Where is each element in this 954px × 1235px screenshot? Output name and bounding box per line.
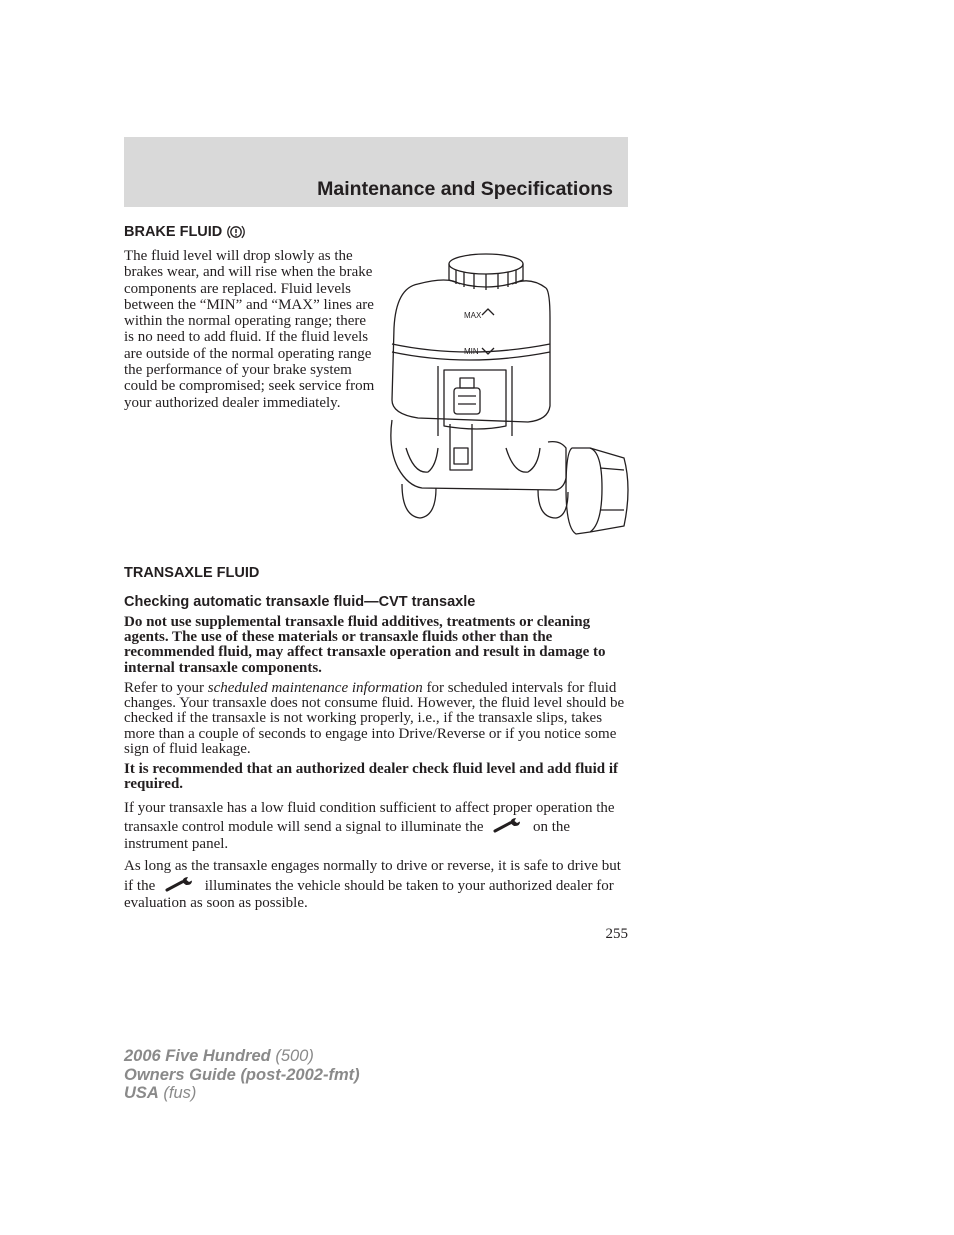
section-header-band xyxy=(124,137,628,207)
transaxle-fluid-heading: TRANSAXLE FLUID xyxy=(124,565,260,581)
safe-driving-paragraph xyxy=(124,858,630,913)
brake-fluid-heading xyxy=(124,222,246,242)
brake-warning-icon xyxy=(226,222,246,242)
low-fluid-paragraph xyxy=(124,800,630,852)
brake-fluid-heading-text: BRAKE FLUID xyxy=(124,224,223,240)
para3-post-text: illuminates the vehicle should be taken to your authorized dealer for evaluation as soon as possible. xyxy=(124,877,614,911)
footer-line-guide: Owners Guide (post-2002-fmt) xyxy=(124,1065,360,1084)
footer-line-region: USA (fus) xyxy=(124,1084,197,1102)
transaxle-warning-additives: Do not use supplemental transaxle fluid additives, treatments or cleaning agents. The use of these materials or transaxle fluids other than the recommended fluid, may affect transaxle operation and result in damage to internal transaxle components. xyxy=(124,614,606,676)
para3-pre-text: As long as the transaxle engages normally to drive or reverse, it is safe to drive but if the xyxy=(124,858,621,894)
section-title: Maintenance and Specifications xyxy=(317,178,613,200)
brake-master-cylinder-reservoir-illustration xyxy=(388,248,632,538)
para1-pre-text: Refer to your xyxy=(124,680,208,696)
min-line-label: MIN xyxy=(464,347,479,356)
transaxle-maintenance-paragraph xyxy=(124,681,630,757)
max-line-label: MAX xyxy=(464,311,482,320)
checking-transaxle-fluid-subheading: Checking automatic transaxle fluid—CVT transaxle xyxy=(124,594,476,610)
scheduled-maintenance-reference: scheduled maintenance information xyxy=(207,680,423,696)
dealer-check-recommendation: It is recommended that an authorized dealer check fluid level and add fluid if required. xyxy=(124,761,619,793)
wrench-icon xyxy=(493,817,523,833)
footer-line-model: 2006 Five Hundred (500) xyxy=(124,1047,314,1065)
document-footer xyxy=(124,1047,360,1103)
page-number: 255 xyxy=(605,926,628,942)
para2-pre-text: If your transaxle has a low fluid condition sufficient to affect proper operation the transaxle control module will send a signal to illuminate the xyxy=(124,800,615,835)
wrench-icon xyxy=(165,876,195,892)
para1-post-text: for scheduled intervals for fluid changes. Your transaxle does not consume fluid. However, the fluid level should be checked if the transaxle is not working properly, i.e., if the transaxle slips, takes more than a couple of seconds to engage into Drive/Reverse or if you notice some sign of fluid leakage. xyxy=(124,680,625,757)
para2-post-text: on the instrument panel. xyxy=(124,818,571,852)
brake-fluid-paragraph: The fluid level will drop slowly as the brakes wear, and will rise when the brake components are replaced. Fluid levels between the “MIN” and “MAX” lines are within the normal operating range; there is no need to add fluid. If the fluid levels are outside of the normal operating range the performance of your brake system could be compromised; seek service from your authorized dealer immediately. xyxy=(124,248,375,411)
